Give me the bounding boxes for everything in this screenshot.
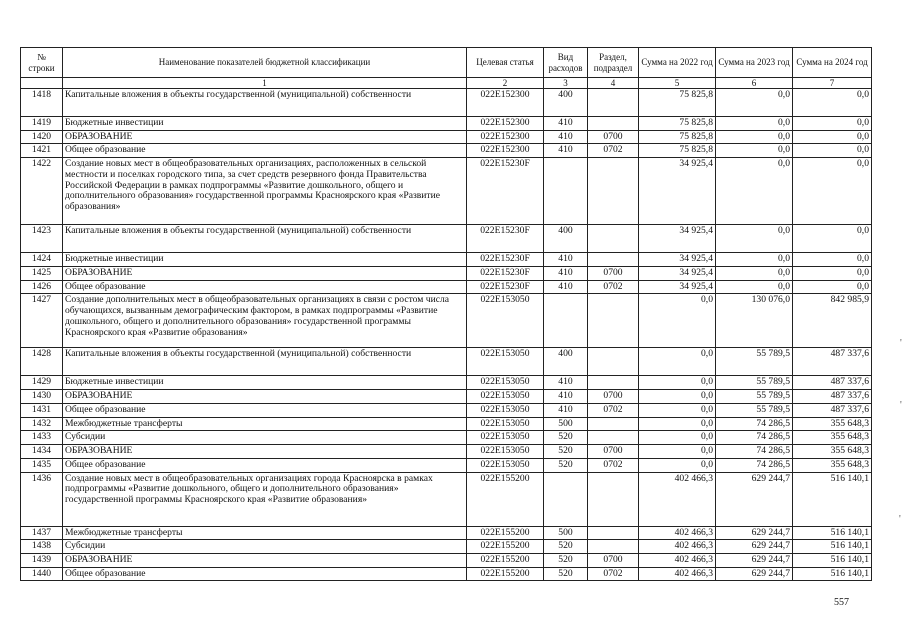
cell-indicator-name: Создание новых мест в общеобразовательных организациях города Красноярска в рамках подпрограммы «Развитие дошкольного, общего и дополнительного образования» государственной программы Красноярского края «Развитие образования» — [63, 472, 467, 526]
table-row — [21, 280, 872, 294]
cell-row-number: 1429 — [21, 376, 63, 390]
cell-expense-type: 410 — [544, 403, 588, 417]
cell-section — [588, 89, 639, 117]
header-row-number: № строки — [21, 48, 63, 78]
table-row — [21, 431, 872, 445]
cell-sum-2022: 34 925,4 — [639, 225, 716, 253]
cell-indicator-name: Межбюджетные трансферты — [63, 526, 467, 540]
cell-indicator-name: Бюджетные инвестиции — [63, 376, 467, 390]
cell-sum-2024: 0,0 — [793, 266, 872, 280]
scan-mark: ' — [900, 338, 902, 349]
cell-expense-type: 410 — [544, 376, 588, 390]
table-row — [21, 390, 872, 404]
cell-sum-2024: 516 140,1 — [793, 567, 872, 581]
cell-row-number: 1436 — [21, 472, 63, 526]
cell-sum-2024: 0,0 — [793, 253, 872, 267]
column-number: 6 — [716, 78, 793, 89]
table-row — [21, 445, 872, 459]
cell-sum-2022: 75 825,8 — [639, 117, 716, 131]
column-number: 4 — [588, 78, 639, 89]
table-row — [21, 348, 872, 376]
column-number: 1 — [63, 78, 467, 89]
table-row — [21, 567, 872, 581]
cell-sum-2023: 0,0 — [716, 144, 793, 158]
cell-expense-type: 410 — [544, 266, 588, 280]
cell-row-number: 1422 — [21, 158, 63, 225]
cell-target-article: 022E152300 — [467, 130, 544, 144]
cell-indicator-name: Бюджетные инвестиции — [63, 253, 467, 267]
cell-sum-2022: 75 825,8 — [639, 144, 716, 158]
table-row — [21, 266, 872, 280]
cell-sum-2023: 0,0 — [716, 117, 793, 131]
cell-section — [588, 253, 639, 267]
cell-sum-2024: 0,0 — [793, 158, 872, 225]
cell-expense-type: 520 — [544, 458, 588, 472]
table-body — [21, 89, 872, 581]
cell-target-article: 022E15230F — [467, 266, 544, 280]
cell-sum-2022: 402 466,3 — [639, 540, 716, 554]
header-sum-2022: Сумма на 2022 год — [639, 48, 716, 78]
cell-row-number: 1438 — [21, 540, 63, 554]
cell-row-number: 1435 — [21, 458, 63, 472]
cell-expense-type: 520 — [544, 554, 588, 568]
table-row — [21, 458, 872, 472]
cell-section: 0702 — [588, 458, 639, 472]
cell-indicator-name: Общее образование — [63, 567, 467, 581]
cell-sum-2022: 0,0 — [639, 376, 716, 390]
cell-indicator-name: ОБРАЗОВАНИЕ — [63, 554, 467, 568]
cell-sum-2023: 629 244,7 — [716, 554, 793, 568]
header-expense-type: Вид расходов — [544, 48, 588, 78]
cell-section: 0702 — [588, 144, 639, 158]
cell-expense-type: 400 — [544, 89, 588, 117]
header-sum-2023: Сумма на 2023 год — [716, 48, 793, 78]
cell-indicator-name: Капитальные вложения в объекты государственной (муниципальной) собственности — [63, 348, 467, 376]
cell-indicator-name: ОБРАЗОВАНИЕ — [63, 445, 467, 459]
cell-sum-2024: 0,0 — [793, 89, 872, 117]
cell-expense-type: 500 — [544, 417, 588, 431]
cell-row-number: 1421 — [21, 144, 63, 158]
cell-expense-type: 520 — [544, 540, 588, 554]
cell-sum-2022: 402 466,3 — [639, 472, 716, 526]
cell-sum-2023: 629 244,7 — [716, 526, 793, 540]
cell-row-number: 1432 — [21, 417, 63, 431]
cell-section: 0702 — [588, 280, 639, 294]
cell-expense-type — [544, 158, 588, 225]
table-row — [21, 117, 872, 131]
cell-indicator-name: Капитальные вложения в объекты государственной (муниципальной) собственности — [63, 89, 467, 117]
cell-sum-2022: 0,0 — [639, 294, 716, 348]
cell-sum-2022: 0,0 — [639, 390, 716, 404]
cell-sum-2023: 55 789,5 — [716, 376, 793, 390]
table-row — [21, 89, 872, 117]
cell-sum-2024: 487 337,6 — [793, 348, 872, 376]
cell-row-number: 1426 — [21, 280, 63, 294]
cell-expense-type: 520 — [544, 445, 588, 459]
cell-target-article: 022E155200 — [467, 472, 544, 526]
cell-sum-2023: 74 286,5 — [716, 417, 793, 431]
cell-sum-2024: 516 140,1 — [793, 526, 872, 540]
cell-sum-2024: 516 140,1 — [793, 554, 872, 568]
cell-section — [588, 158, 639, 225]
cell-sum-2023: 0,0 — [716, 130, 793, 144]
cell-row-number: 1434 — [21, 445, 63, 459]
cell-expense-type: 410 — [544, 390, 588, 404]
cell-indicator-name: Создание новых мест в общеобразовательных организациях, расположенных в сельской местности и поселках городского типа, за счет средств резервного фонда Правительства Российской Федерации в рамках подпрограммы «Развитие дошкольного, общего и дополнительного образования» государственной программы Красноярского края «Развитие образования» — [63, 158, 467, 225]
table-row — [21, 526, 872, 540]
cell-section — [588, 540, 639, 554]
cell-sum-2024: 0,0 — [793, 280, 872, 294]
table-row — [21, 472, 872, 526]
page-number: 557 — [834, 597, 849, 608]
cell-sum-2022: 0,0 — [639, 445, 716, 459]
header-section: Раздел, подраздел — [588, 48, 639, 78]
table-row — [21, 554, 872, 568]
header-sum-2024: Сумма на 2024 год — [793, 48, 872, 78]
header-indicator-name: Наименование показателей бюджетной классификации — [63, 48, 467, 78]
cell-section — [588, 472, 639, 526]
cell-sum-2024: 355 648,3 — [793, 431, 872, 445]
cell-target-article: 022E153050 — [467, 458, 544, 472]
cell-sum-2023: 629 244,7 — [716, 567, 793, 581]
header-row — [21, 48, 872, 78]
cell-expense-type — [544, 472, 588, 526]
cell-target-article: 022E155200 — [467, 567, 544, 581]
cell-section — [588, 294, 639, 348]
column-number: 5 — [639, 78, 716, 89]
cell-sum-2022: 75 825,8 — [639, 130, 716, 144]
cell-sum-2024: 0,0 — [793, 117, 872, 131]
cell-sum-2024: 516 140,1 — [793, 540, 872, 554]
cell-target-article: 022E153050 — [467, 417, 544, 431]
cell-sum-2023: 0,0 — [716, 158, 793, 225]
table-row — [21, 225, 872, 253]
cell-sum-2022: 0,0 — [639, 417, 716, 431]
cell-indicator-name: Межбюджетные трансферты — [63, 417, 467, 431]
scan-mark: ' — [900, 400, 902, 411]
cell-indicator-name: Субсидии — [63, 540, 467, 554]
table-row — [21, 144, 872, 158]
cell-expense-type: 520 — [544, 567, 588, 581]
cell-sum-2024: 355 648,3 — [793, 445, 872, 459]
cell-indicator-name: Бюджетные инвестиции — [63, 117, 467, 131]
cell-sum-2022: 34 925,4 — [639, 266, 716, 280]
cell-expense-type: 410 — [544, 130, 588, 144]
cell-target-article: 022E155200 — [467, 526, 544, 540]
cell-sum-2023: 0,0 — [716, 253, 793, 267]
cell-sum-2022: 402 466,3 — [639, 567, 716, 581]
cell-indicator-name: Капитальные вложения в объекты государственной (муниципальной) собственности — [63, 225, 467, 253]
cell-expense-type: 410 — [544, 253, 588, 267]
cell-indicator-name: Общее образование — [63, 403, 467, 417]
cell-target-article: 022E153050 — [467, 445, 544, 459]
cell-sum-2022: 0,0 — [639, 431, 716, 445]
cell-expense-type: 400 — [544, 348, 588, 376]
cell-sum-2024: 842 985,9 — [793, 294, 872, 348]
cell-target-article: 022E153050 — [467, 348, 544, 376]
cell-row-number: 1420 — [21, 130, 63, 144]
cell-row-number: 1440 — [21, 567, 63, 581]
header-target-article: Целевая статья — [467, 48, 544, 78]
cell-section — [588, 417, 639, 431]
cell-row-number: 1418 — [21, 89, 63, 117]
cell-target-article: 022E15230F — [467, 225, 544, 253]
cell-section: 0700 — [588, 266, 639, 280]
cell-row-number: 1433 — [21, 431, 63, 445]
cell-sum-2023: 55 789,5 — [716, 348, 793, 376]
cell-indicator-name: ОБРАЗОВАНИЕ — [63, 390, 467, 404]
cell-target-article: 022E15230F — [467, 158, 544, 225]
cell-sum-2023: 74 286,5 — [716, 445, 793, 459]
cell-sum-2023: 130 076,0 — [716, 294, 793, 348]
cell-row-number: 1424 — [21, 253, 63, 267]
cell-target-article: 022E152300 — [467, 117, 544, 131]
cell-row-number: 1430 — [21, 390, 63, 404]
cell-sum-2023: 74 286,5 — [716, 458, 793, 472]
cell-expense-type: 400 — [544, 225, 588, 253]
cell-sum-2023: 0,0 — [716, 280, 793, 294]
cell-row-number: 1439 — [21, 554, 63, 568]
column-number: 2 — [467, 78, 544, 89]
cell-expense-type: 410 — [544, 144, 588, 158]
cell-indicator-name: Общее образование — [63, 280, 467, 294]
cell-indicator-name: Общее образование — [63, 458, 467, 472]
cell-section — [588, 225, 639, 253]
cell-target-article: 022E152300 — [467, 89, 544, 117]
cell-section: 0700 — [588, 554, 639, 568]
table-row — [21, 130, 872, 144]
cell-sum-2024: 355 648,3 — [793, 417, 872, 431]
column-number: 7 — [793, 78, 872, 89]
cell-row-number: 1419 — [21, 117, 63, 131]
cell-section — [588, 348, 639, 376]
cell-target-article: 022E153050 — [467, 390, 544, 404]
cell-section — [588, 376, 639, 390]
cell-sum-2024: 0,0 — [793, 225, 872, 253]
cell-section: 0702 — [588, 403, 639, 417]
cell-sum-2022: 0,0 — [639, 348, 716, 376]
cell-target-article: 022E15230F — [467, 280, 544, 294]
cell-target-article: 022E153050 — [467, 403, 544, 417]
cell-row-number: 1428 — [21, 348, 63, 376]
cell-expense-type: 500 — [544, 526, 588, 540]
cell-sum-2024: 516 140,1 — [793, 472, 872, 526]
cell-target-article: 022E155200 — [467, 554, 544, 568]
cell-expense-type: 410 — [544, 280, 588, 294]
cell-indicator-name: ОБРАЗОВАНИЕ — [63, 266, 467, 280]
cell-expense-type: 410 — [544, 117, 588, 131]
cell-sum-2022: 0,0 — [639, 403, 716, 417]
cell-indicator-name: Общее образование — [63, 144, 467, 158]
cell-sum-2024: 0,0 — [793, 130, 872, 144]
cell-sum-2023: 629 244,7 — [716, 540, 793, 554]
cell-row-number: 1431 — [21, 403, 63, 417]
budget-table — [20, 47, 872, 581]
cell-row-number: 1437 — [21, 526, 63, 540]
cell-sum-2022: 402 466,3 — [639, 526, 716, 540]
cell-target-article: 022E15230F — [467, 253, 544, 267]
column-number — [21, 78, 63, 89]
cell-sum-2024: 355 648,3 — [793, 458, 872, 472]
table-row — [21, 158, 872, 225]
table-row — [21, 403, 872, 417]
cell-target-article: 022E155200 — [467, 540, 544, 554]
cell-sum-2022: 34 925,4 — [639, 158, 716, 225]
cell-sum-2023: 55 789,5 — [716, 403, 793, 417]
cell-sum-2024: 487 337,6 — [793, 403, 872, 417]
cell-sum-2022: 402 466,3 — [639, 554, 716, 568]
column-number: 3 — [544, 78, 588, 89]
cell-section: 0700 — [588, 445, 639, 459]
cell-expense-type: 520 — [544, 431, 588, 445]
cell-sum-2024: 0,0 — [793, 144, 872, 158]
cell-indicator-name: Субсидии — [63, 431, 467, 445]
cell-indicator-name: Создание дополнительных мест в общеобразовательных организациях в связи с ростом числа обучающихся, вызванным демографическим фактором, в рамках подпрограммы «Развитие дошкольного, общего и дополнительного образования» государственной программы Красноярского края «Развитие образования» — [63, 294, 467, 348]
cell-section — [588, 117, 639, 131]
cell-target-article: 022E153050 — [467, 376, 544, 390]
cell-section: 0700 — [588, 390, 639, 404]
cell-sum-2022: 75 825,8 — [639, 89, 716, 117]
cell-target-article: 022E153050 — [467, 431, 544, 445]
column-number-row — [21, 78, 872, 89]
cell-sum-2023: 0,0 — [716, 266, 793, 280]
cell-section — [588, 431, 639, 445]
cell-section — [588, 526, 639, 540]
cell-sum-2024: 487 337,6 — [793, 376, 872, 390]
cell-sum-2022: 34 925,4 — [639, 280, 716, 294]
scan-mark: ' — [899, 514, 901, 525]
cell-sum-2022: 0,0 — [639, 458, 716, 472]
table-row — [21, 540, 872, 554]
cell-row-number: 1427 — [21, 294, 63, 348]
table-row — [21, 294, 872, 348]
cell-sum-2022: 34 925,4 — [639, 253, 716, 267]
cell-indicator-name: ОБРАЗОВАНИЕ — [63, 130, 467, 144]
cell-sum-2023: 55 789,5 — [716, 390, 793, 404]
cell-target-article: 022E153050 — [467, 294, 544, 348]
table-row — [21, 253, 872, 267]
cell-row-number: 1423 — [21, 225, 63, 253]
cell-sum-2023: 74 286,5 — [716, 431, 793, 445]
cell-sum-2023: 629 244,7 — [716, 472, 793, 526]
cell-sum-2023: 0,0 — [716, 225, 793, 253]
table-row — [21, 376, 872, 390]
table-row — [21, 417, 872, 431]
cell-expense-type — [544, 294, 588, 348]
cell-section: 0700 — [588, 130, 639, 144]
cell-row-number: 1425 — [21, 266, 63, 280]
cell-sum-2023: 0,0 — [716, 89, 793, 117]
cell-section: 0702 — [588, 567, 639, 581]
cell-sum-2024: 487 337,6 — [793, 390, 872, 404]
cell-target-article: 022E152300 — [467, 144, 544, 158]
